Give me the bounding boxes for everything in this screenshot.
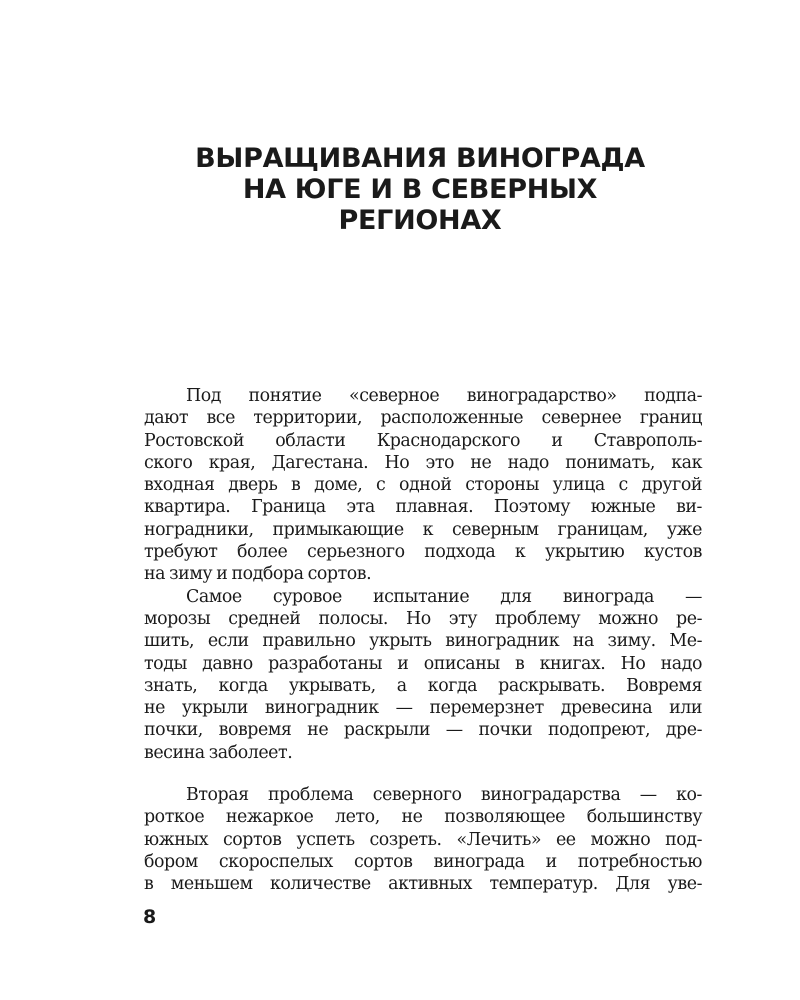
text-line: Самое суровое испытание для винограда — xyxy=(186,586,702,607)
text-line: бором скороспелых сортов винограда и потребностью xyxy=(144,851,702,872)
paragraph xyxy=(144,385,702,586)
text-line: в меньшем количестве активных температур. Для уве- xyxy=(144,874,702,895)
chapter-title xyxy=(150,143,690,236)
chapter-title-line: ВЫРАЩИВАНИЯ ВИНОГРАДА xyxy=(195,143,645,174)
text-line: южных сортов успеть созреть. «Лечить» ее можно под- xyxy=(144,829,702,850)
body-text xyxy=(144,385,702,896)
text-line: Вторая проблема северного виноградарства — ко- xyxy=(186,785,702,806)
text-line: тоды давно разработаны и описаны в книгах. Но надо xyxy=(144,653,702,674)
text-line: ноградники, примыкающие к северным границам, уже xyxy=(144,519,702,540)
text-line: роткое нежаркое лето, не позволяющее большинству xyxy=(144,807,702,828)
text-line: входная дверь в доме, с одной стороны улица с другой xyxy=(144,475,702,496)
text-line: дают все территории, расположенные севернее границ xyxy=(144,408,702,429)
page-number: 8 xyxy=(143,906,157,928)
paragraph xyxy=(144,784,702,895)
text-line: требуют более серьезного подхода к укрытию кустов xyxy=(144,542,702,563)
chapter-title-line: РЕГИОНАХ xyxy=(338,205,502,236)
chapter-title-line: НА ЮГЕ И В СЕВЕРНЫХ xyxy=(242,174,598,205)
paragraph xyxy=(144,586,702,764)
text-line: Под понятие «северное виноградарство» подпа- xyxy=(186,386,702,406)
text-line: морозы средней полосы. Но эту проблему можно ре- xyxy=(144,608,702,629)
text-line: весина заболеет. xyxy=(144,742,293,763)
text-line: почки, вовремя не раскрыли — почки подопреют, дре- xyxy=(144,720,702,741)
text-line: знать, когда укрывать, а когда раскрывать. Вовремя xyxy=(144,675,702,696)
text-line: квартира. Граница эта плавная. Поэтому южные ви- xyxy=(144,497,702,518)
text-line: шить, если правильно укрыть виноградник на зиму. Ме- xyxy=(144,631,702,652)
text-line: не укрыли виноградник — перемерзнет древесина или xyxy=(144,698,702,719)
text-line: ского края, Дагестана. Но это не надо понимать, как xyxy=(144,452,702,473)
text-line: на зиму и подбора сортов. xyxy=(144,564,372,585)
text-line: Ростовской области Краснодарского и Ставрополь- xyxy=(144,430,702,451)
